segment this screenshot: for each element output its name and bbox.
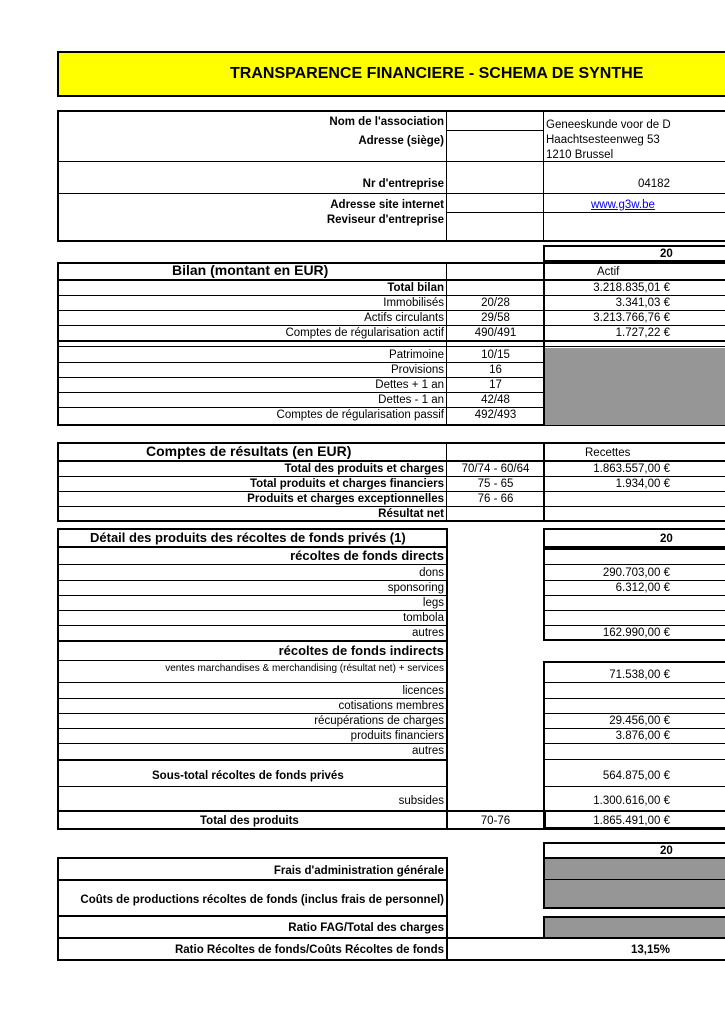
company-number-label: Nr d'entreprise <box>362 178 444 190</box>
licences-label: licences <box>402 685 444 697</box>
total-produits-charges-value: 1.863.557,00 € <box>593 463 670 475</box>
ratio-fag-label: Ratio FAG/Total des charges <box>288 922 444 934</box>
patrimoine-label: Patrimoine <box>389 349 444 361</box>
dettes-plus-label: Dettes + 1 an <box>375 379 444 391</box>
financiers-code: 75 - 65 <box>477 478 514 490</box>
autres-directs-label: autres <box>412 627 444 639</box>
subsides-label: subsides <box>398 795 444 807</box>
bilan-heading: Bilan (montant en EUR) <box>172 262 329 278</box>
recuperations-value: 29.456,00 € <box>609 715 670 727</box>
association-name-label: Nom de l'association <box>329 116 444 128</box>
detail-year: 20 <box>660 533 673 545</box>
dettes-moins-label: Dettes - 1 an <box>378 394 444 406</box>
legs-label: legs <box>422 597 444 609</box>
recettes-label: Recettes <box>585 447 631 459</box>
autres-directs-value: 162.990,00 € <box>602 627 670 639</box>
sous-total-value: 564.875,00 € <box>602 770 670 782</box>
sous-total-label: Sous-total récoltes de fonds privés <box>152 770 344 782</box>
total-produits-charges-label: Total des produits et charges <box>284 463 444 475</box>
exceptionnelles-code: 76 - 66 <box>477 493 514 505</box>
total-bilan-label: Total bilan <box>387 282 444 294</box>
actifs-circulants-value: 3.213.766,76 € <box>593 312 670 324</box>
indirects-heading: récoltes de fonds indirects <box>278 643 444 658</box>
website-label: Adresse site internet <box>330 199 444 211</box>
resultats-heading: Comptes de résultats (en EUR) <box>146 443 352 459</box>
recuperations-label: récupérations de charges <box>314 715 444 727</box>
website-link[interactable]: www.g3w.be <box>591 199 655 211</box>
dons-label: dons <box>419 567 444 579</box>
produits-financiers-label: produits financiers <box>350 730 444 742</box>
actifs-circulants-label: Actifs circulants <box>364 312 444 324</box>
provisions-label: Provisions <box>390 364 444 376</box>
immobilises-value: 3.341,03 € <box>615 297 670 309</box>
ratios-year: 20 <box>660 845 673 857</box>
ratio-recoltes-label: Ratio Récoltes de fonds/Coûts Récoltes de fonds <box>174 944 444 956</box>
autres-indirects-label: autres <box>412 745 444 757</box>
fag-gray-cell <box>545 859 725 879</box>
actifs-circulants-code: 29/58 <box>481 312 510 324</box>
couts-label: Coûts de productions récoltes de fonds (inclus frais de personnel) <box>80 894 444 906</box>
subsides-value: 1.300.616,00 € <box>593 795 670 807</box>
exceptionnelles-label: Produits et charges exceptionnelles <box>247 493 444 505</box>
address-line1: Haachtsesteenweg 53 <box>546 134 660 146</box>
passif-gray-cells <box>545 348 725 425</box>
ratio-fag-gray-cell <box>545 918 725 937</box>
regularisation-actif-value: 1.727,22 € <box>615 327 670 339</box>
regularisation-actif-label: Comptes de régularisation actif <box>285 327 444 339</box>
dettes-moins-code: 42/48 <box>481 394 510 406</box>
total-produits-label: Total des produits <box>200 815 299 827</box>
dons-value: 290.703,00 € <box>602 567 670 579</box>
immobilises-label: Immobilisés <box>383 297 444 309</box>
bilan-year-header <box>543 245 725 262</box>
page-title: TRANSPARENCE FINANCIERE - SCHEMA DE SYNTHE <box>230 65 644 82</box>
total-produits-value: 1.865.491,00 € <box>593 815 670 827</box>
association-name-value: Geneeskunde voor de D <box>546 119 671 131</box>
directs-heading: récoltes de fonds directs <box>290 548 444 563</box>
total-produits-code: 70-76 <box>480 815 511 827</box>
produits-financiers-value: 3.876,00 € <box>615 730 670 742</box>
couts-gray-cell <box>545 880 725 907</box>
provisions-code: 16 <box>489 364 502 376</box>
financiers-value: 1.934,00 € <box>615 478 670 490</box>
total-bilan-value: 3.218.835,01 € <box>593 282 670 294</box>
regularisation-actif-code: 490/491 <box>474 327 517 339</box>
sponsoring-label: sponsoring <box>387 582 444 594</box>
detail-heading: Détail des produits des récoltes de fonds privés (1) <box>90 530 406 545</box>
ratio-recoltes-value: 13,15% <box>630 944 670 956</box>
total-produits-charges-code: 70/74 - 60/64 <box>461 463 530 475</box>
cotisations-label: cotisations membres <box>338 700 444 712</box>
bilan-year: 20 <box>660 248 673 260</box>
tombola-label: tombola <box>403 612 444 624</box>
immobilises-code: 20/28 <box>481 297 510 309</box>
auditor-label: Reviseur d'entreprise <box>326 214 444 226</box>
ventes-label: ventes marchandises & merchandising (résultat net) + services <box>165 663 444 674</box>
fag-label: Frais d'administration générale <box>273 865 444 877</box>
resultat-net-label: Résultat net <box>378 508 444 520</box>
dettes-plus-code: 17 <box>489 379 502 391</box>
financiers-label: Total produits et charges financiers <box>249 478 444 490</box>
regularisation-passif-label: Comptes de régularisation passif <box>276 409 444 421</box>
address-line2: 1210 Brussel <box>546 149 614 161</box>
detail-year-header <box>543 528 725 548</box>
actif-label: Actif <box>597 266 620 278</box>
regularisation-passif-code: 492/493 <box>474 409 517 421</box>
address-label: Adresse (siège) <box>358 135 444 147</box>
patrimoine-code: 10/15 <box>481 349 510 361</box>
ventes-value: 71.538,00 € <box>609 669 670 681</box>
sponsoring-value: 6.312,00 € <box>615 582 670 594</box>
company-number-value: 04182 <box>638 178 670 190</box>
